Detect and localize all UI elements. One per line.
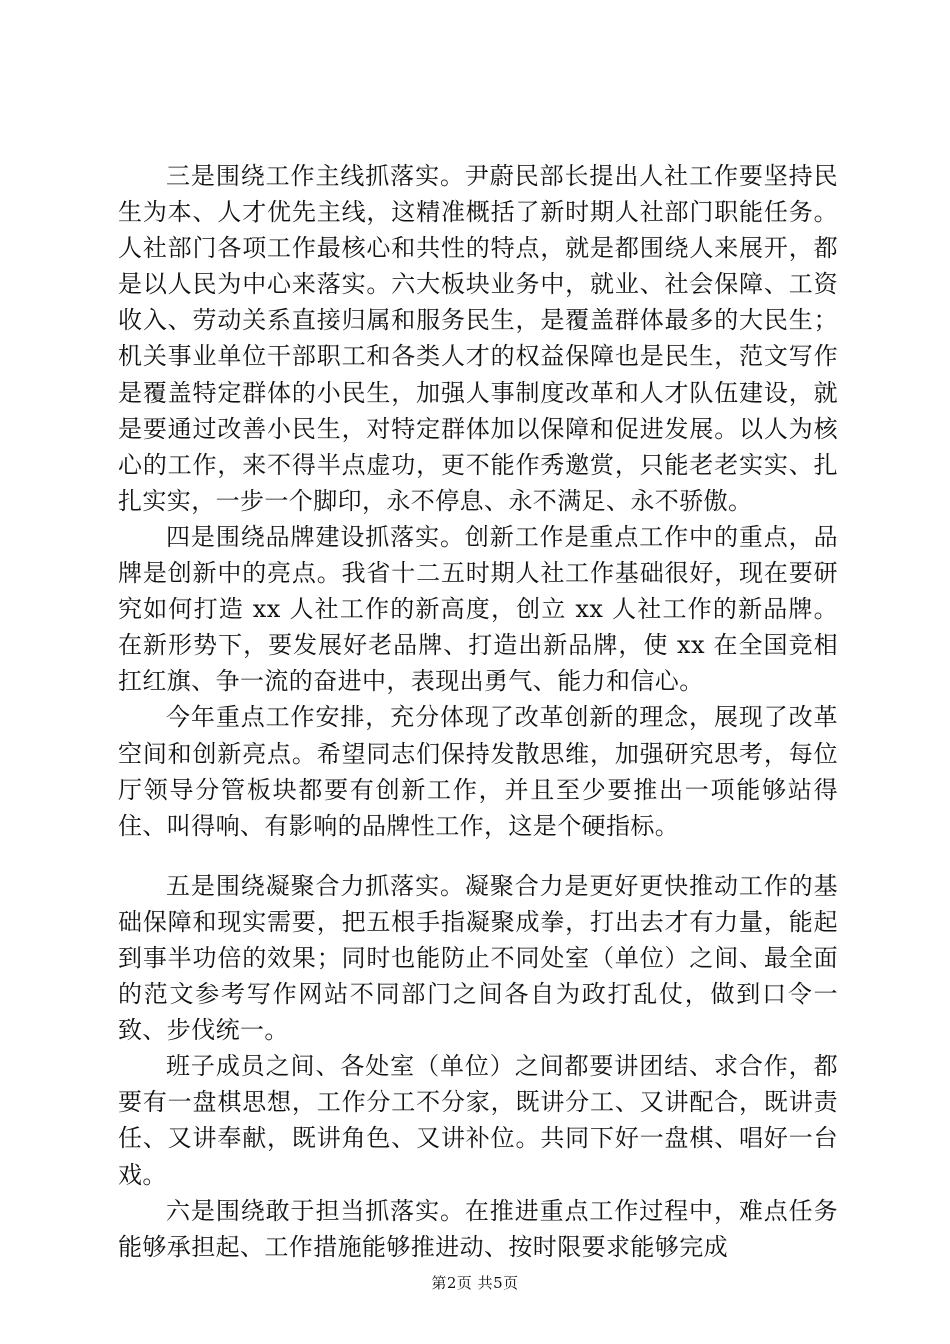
paragraph-5: 班子成员之间、各处室（单位）之间都要讲团结、求合作，都要有一盘棋思想，工作分工不分家，既讲分工、又讲配合，既讲责任、又讲奉献，既讲角色、又讲补位。共同下好一盘棋、唱好一台戏。 [118,1052,838,1189]
paragraph-2: 四是围绕品牌建设抓落实。创新工作是重点工作中的重点，品牌是创新中的亮点。我省十二五时期人社工作基础很好，现在要研究如何打造 xx 人社工作的新高度，创立 xx 人社工作的新品牌。在新形势下，要发展好老品牌、打造出新品牌，使 xx 在全国竞相扛红旗、争一流的奋进中，表现出勇气、能力和信心。 [118,522,838,696]
document-body [118,158,838,1265]
paragraph-4: 五是围绕凝聚合力抓落实。凝聚合力是更好更快推动工作的基础保障和现实需要，把五根手指凝聚成拳，打出去才有力量，能起到事半功倍的效果；同时也能防止不同处室（单位）之间、最全面的范文参考写作网站不同部门之间各自为政打乱仗，做到口令一致、步伐统一。 [118,871,838,1045]
paragraph-1: 三是围绕工作主线抓落实。尹蔚民部长提出人社工作要坚持民生为本、人才优先主线，这精准概括了新时期人社部门职能任务。人社部门各项工作最核心和共性的特点，就是都围绕人来展开，都是以人民为中心来落实。六大板块业务中，就业、社会保障、工资收入、劳动关系直接归属和服务民生，是覆盖群体最多的大民生；机关事业单位干部职工和各类人才的权益保障也是民生，范文写作是覆盖特定群体的小民生，加强人事制度改革和人才队伍建设，就是要通过改善小民生，对特定群体加以保障和促进发展。以人为核心的工作，来不得半点虚功，更不能作秀邀赏，只能老老实实、扎扎实实，一步一个脚印，永不停息、永不满足、永不骄傲。 [118,162,838,515]
paragraph-3: 今年重点工作安排，充分体现了改革创新的理念，展现了改革空间和创新亮点。希望同志们保持发散思维，加强研究思考，每位厅领导分管板块都要有创新工作，并且至少要推出一项能够站得住、叫得响、有影响的品牌性工作，这是个硬指标。 [118,703,838,840]
page-number-footer: 第2页 共5页 [431,1274,519,1292]
paragraph-6: 六是围绕敢于担当抓落实。在推进重点工作过程中，难点任务能够承担起、工作措施能够推进动、按时限要求能够完成 [118,1196,838,1261]
